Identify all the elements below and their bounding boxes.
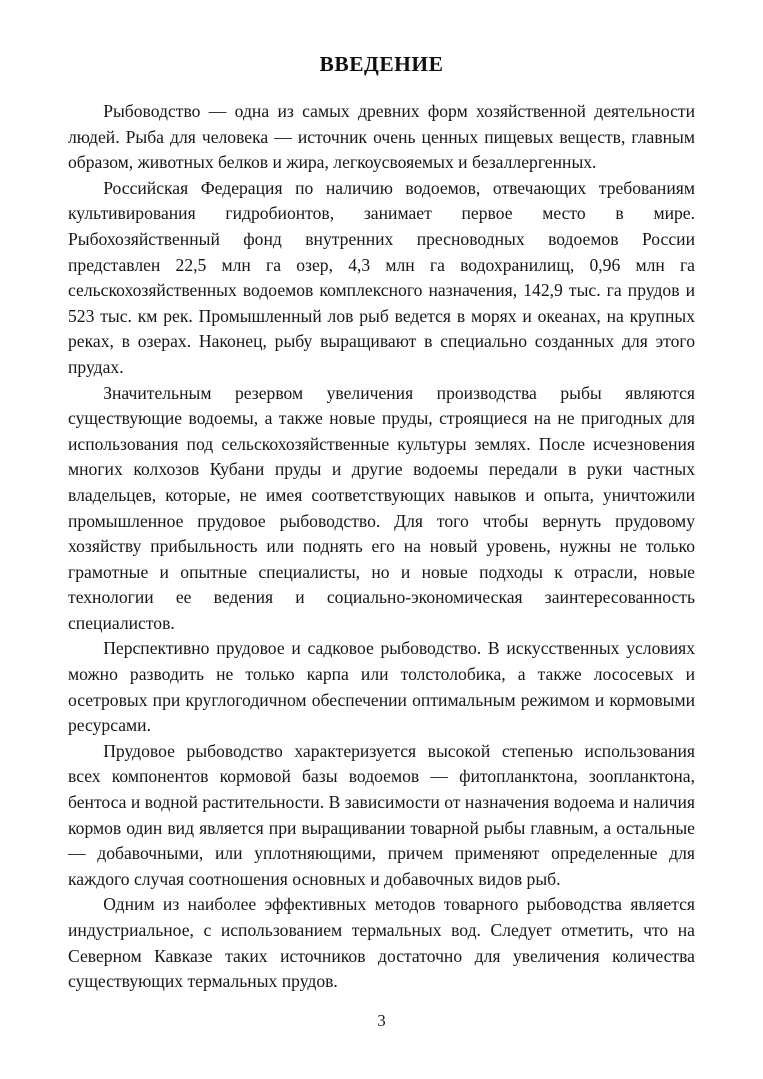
- paragraph: Российская Федерация по наличию водоемов, отвечающих требованиям культивирования гидробионтов, занимает первое место в мире. Рыбохозяйственный фонд внутренних пресноводных водоемов России представлен 22,5 млн га озер, 4,3 млн га водохранилищ, 0,96 млн га сельскохозяйственных водоемов комплексного назначения, 142,9 тыс. га прудов и 523 тыс. км рек. Промышленный лов рыб ведется в морях и океанах, на крупных реках, в озерах. Наконец, рыбу выращивают в специально созданных для этого прудах.: [68, 177, 695, 377]
- page-number: 3: [377, 1011, 386, 1030]
- body-text: [68, 99, 695, 995]
- paragraph: Одним из наиболее эффективных методов товарного рыбоводства является индустриальное, с использованием термальных вод. Следует отметить, что на Северном Кавказе таких источников достаточно для увеличения количества существующих термальных прудов.: [68, 894, 695, 992]
- page-title: ВВЕДЕНИЕ: [319, 52, 444, 76]
- paragraph: Рыбоводство — одна из самых древних форм хозяйственной деятельности людей. Рыба для человека — источник очень ценных пищевых веществ, главным образом, животных белков и жира, легкоусвояемых и безаллергенных.: [68, 101, 695, 173]
- paragraph: Перспективно прудовое и садковое рыбоводство. В искусственных условиях можно разводить не только карпа или толстолобика, а также лососевых и осетровых при круглогодичном обеспечении оптимальным режимом и кормовыми ресурсами.: [68, 638, 695, 736]
- paragraph: Прудовое рыбоводство характеризуется высокой степенью использования всех компонентов кормовой базы водоемов — фитопланктона, зоопланктона, бентоса и водной растительности. В зависимости от назначения водоема и наличия кормов один вид является при выращивании товарной рыбы главным, а остальные — добавочными, или уплотняющими, причем применяют определенные для каждого случая соотношения основных и добавочных видов рыб.: [68, 740, 695, 889]
- paragraph: Значительным резервом увеличения производства рыбы являются существующие водоемы, а также новые пруды, строящиеся на не пригодных для использования под сельскохозяйственные культуры землях. После исчезновения многих колхозов Кубани пруды и другие водоемы передали в руки частных владельцев, которые, не имея соответствующих навыков и опыта, уничтожили промышленное прудовое рыбоводство. Для того чтобы вернуть прудовому хозяйству прибыльность или поднять его на новый уровень, нужны не только грамотные и опытные специалисты, но и новые подходы к отрасли, новые технологии ее ведения и социально-экономическая заинтересованность специалистов.: [68, 382, 695, 633]
